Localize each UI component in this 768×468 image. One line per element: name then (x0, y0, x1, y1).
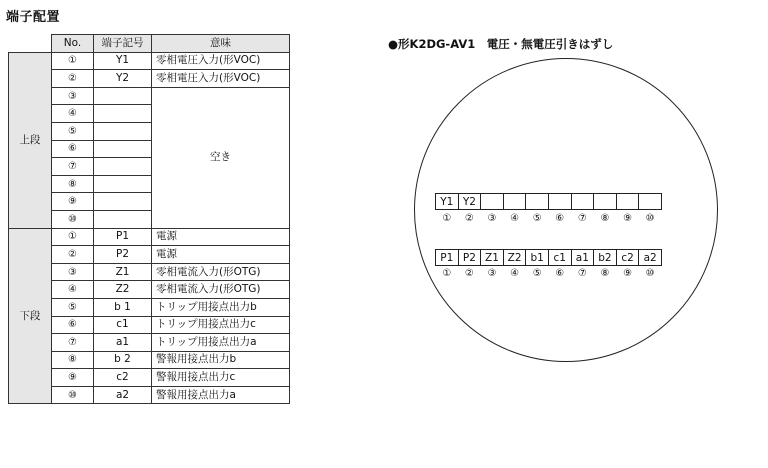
terminal-position-number: ⑦ (577, 268, 587, 279)
terminal-number: ⑧ (52, 175, 94, 193)
terminal-position-number: ② (464, 268, 474, 279)
table-row (9, 351, 290, 369)
terminal-code: a2 (94, 386, 152, 404)
terminal-code (94, 175, 152, 193)
terminal-position-number: ⑤ (532, 268, 542, 279)
terminal-meaning: 零相電圧入力(形VOC) (152, 70, 290, 88)
terminal-position-number: ⑧ (600, 213, 610, 224)
terminal-meaning: 零相電流入力(形OTG) (152, 281, 290, 299)
lower-terminal-box: P2 (458, 249, 482, 266)
terminal-number: ⑦ (52, 334, 94, 352)
lower-terminal-box: b1 (525, 249, 549, 266)
group-label-upper: 上段 (9, 52, 52, 228)
lower-terminal-box: Z1 (480, 249, 504, 266)
terminal-position-number: ④ (510, 268, 520, 279)
terminal-code: Y1 (94, 52, 152, 70)
terminal-code (94, 140, 152, 158)
lower-terminal-box: b2 (593, 249, 617, 266)
terminal-number: ⑧ (52, 351, 94, 369)
table-row (9, 263, 290, 281)
lower-terminal-box: c1 (548, 249, 572, 266)
upper-terminal-box (503, 193, 527, 210)
table-row (9, 228, 290, 246)
terminal-number: ② (52, 246, 94, 264)
terminal-meaning: 零相電流入力(形OTG) (152, 263, 290, 281)
terminal-meaning: 警報用接点出力b (152, 351, 290, 369)
terminal-number: ⑦ (52, 158, 94, 176)
terminal-position-number: ③ (487, 213, 497, 224)
lower-terminal-box: P1 (435, 249, 459, 266)
terminal-position-number: ⑨ (623, 213, 633, 224)
terminal-number: ③ (52, 263, 94, 281)
terminal-code: c1 (94, 316, 152, 334)
terminal-position-number: ⑦ (577, 213, 587, 224)
terminal-code (94, 105, 152, 123)
terminal-meaning: トリップ用接点出力a (152, 334, 290, 352)
terminal-code: b 1 (94, 298, 152, 316)
terminal-number: ① (52, 228, 94, 246)
terminal-code (94, 87, 152, 105)
terminal-meaning: 警報用接点出力c (152, 369, 290, 387)
terminal-meaning: 零相電圧入力(形VOC) (152, 52, 290, 70)
terminal-number: ③ (52, 87, 94, 105)
lower-number-row (435, 268, 662, 280)
table-row (9, 298, 290, 316)
upper-terminal-box (571, 193, 595, 210)
table-row (9, 369, 290, 387)
upper-terminal-box (525, 193, 549, 210)
terminal-number: ⑩ (52, 210, 94, 228)
upper-number-row (435, 213, 662, 225)
upper-terminal-box (480, 193, 504, 210)
terminal-code (94, 193, 152, 211)
table-row (9, 281, 290, 299)
upper-terminal-box: Y1 (435, 193, 459, 210)
section-title: 端子配置 (6, 10, 61, 25)
terminal-position-number: ① (442, 213, 452, 224)
header-meaning: 意味 (152, 35, 290, 53)
terminal-number: ④ (52, 281, 94, 299)
header-no: No. (52, 35, 94, 53)
terminal-number: ② (52, 70, 94, 88)
terminal-position-number: ⑥ (555, 268, 565, 279)
table-row (9, 87, 290, 105)
lower-terminal-box: Z2 (503, 249, 527, 266)
terminal-position-number: ④ (510, 213, 520, 224)
terminal-number: ⑨ (52, 193, 94, 211)
terminal-code: Y2 (94, 70, 152, 88)
upper-terminal-box: Y2 (458, 193, 482, 210)
terminal-number: ⑥ (52, 316, 94, 334)
terminal-block-circle (414, 58, 718, 362)
terminal-position-number: ⑤ (532, 213, 542, 224)
upper-terminal-box (593, 193, 617, 210)
upper-terminal-box (616, 193, 640, 210)
terminal-code: Z2 (94, 281, 152, 299)
terminal-position-number: ⑩ (645, 268, 655, 279)
terminal-code: Z1 (94, 263, 152, 281)
lower-terminal-row (435, 249, 662, 266)
terminal-number: ④ (52, 105, 94, 123)
table-body (9, 52, 290, 404)
diagram-title: ●形K2DG-AV1 電圧・無電圧引きはずし (388, 37, 614, 51)
terminal-code: a1 (94, 334, 152, 352)
terminal-code: P1 (94, 228, 152, 246)
terminal-meaning: 警報用接点出力a (152, 386, 290, 404)
group-label-lower: 下段 (9, 228, 52, 404)
terminal-meaning: トリップ用接点出力c (152, 316, 290, 334)
terminal-number: ⑨ (52, 369, 94, 387)
terminal-position-number: ⑧ (600, 268, 610, 279)
lower-terminal-box: a2 (638, 249, 662, 266)
terminal-code: c2 (94, 369, 152, 387)
table-row (9, 246, 290, 264)
terminal-code: b 2 (94, 351, 152, 369)
terminal-position-number: ③ (487, 268, 497, 279)
terminal-position-number: ⑨ (623, 268, 633, 279)
terminal-number: ⑤ (52, 298, 94, 316)
terminal-number: ⑥ (52, 140, 94, 158)
table-row (9, 334, 290, 352)
terminal-number: ⑩ (52, 386, 94, 404)
terminal-code (94, 158, 152, 176)
terminal-number: ⑤ (52, 122, 94, 140)
terminal-position-number: ② (464, 213, 474, 224)
terminal-position-number: ① (442, 268, 452, 279)
terminal-position-number: ⑥ (555, 213, 565, 224)
table-corner (9, 35, 52, 53)
table-row (9, 316, 290, 334)
upper-terminal-box (638, 193, 662, 210)
terminal-code (94, 122, 152, 140)
table-row (9, 52, 290, 70)
header-code: 端子記号 (94, 35, 152, 53)
terminal-position-number: ⑩ (645, 213, 655, 224)
table-row (9, 70, 290, 88)
terminal-code: P2 (94, 246, 152, 264)
upper-terminal-row (435, 193, 662, 210)
lower-terminal-box: a1 (571, 249, 595, 266)
terminal-meaning: トリップ用接点出力b (152, 298, 290, 316)
table-row (9, 386, 290, 404)
lower-terminal-box: c2 (616, 249, 640, 266)
terminal-meaning-empty: 空き (152, 87, 290, 228)
terminal-meaning: 電源 (152, 228, 290, 246)
terminal-number: ① (52, 52, 94, 70)
upper-terminal-box (548, 193, 572, 210)
terminal-table (8, 34, 290, 404)
terminal-code (94, 210, 152, 228)
terminal-meaning: 電源 (152, 246, 290, 264)
